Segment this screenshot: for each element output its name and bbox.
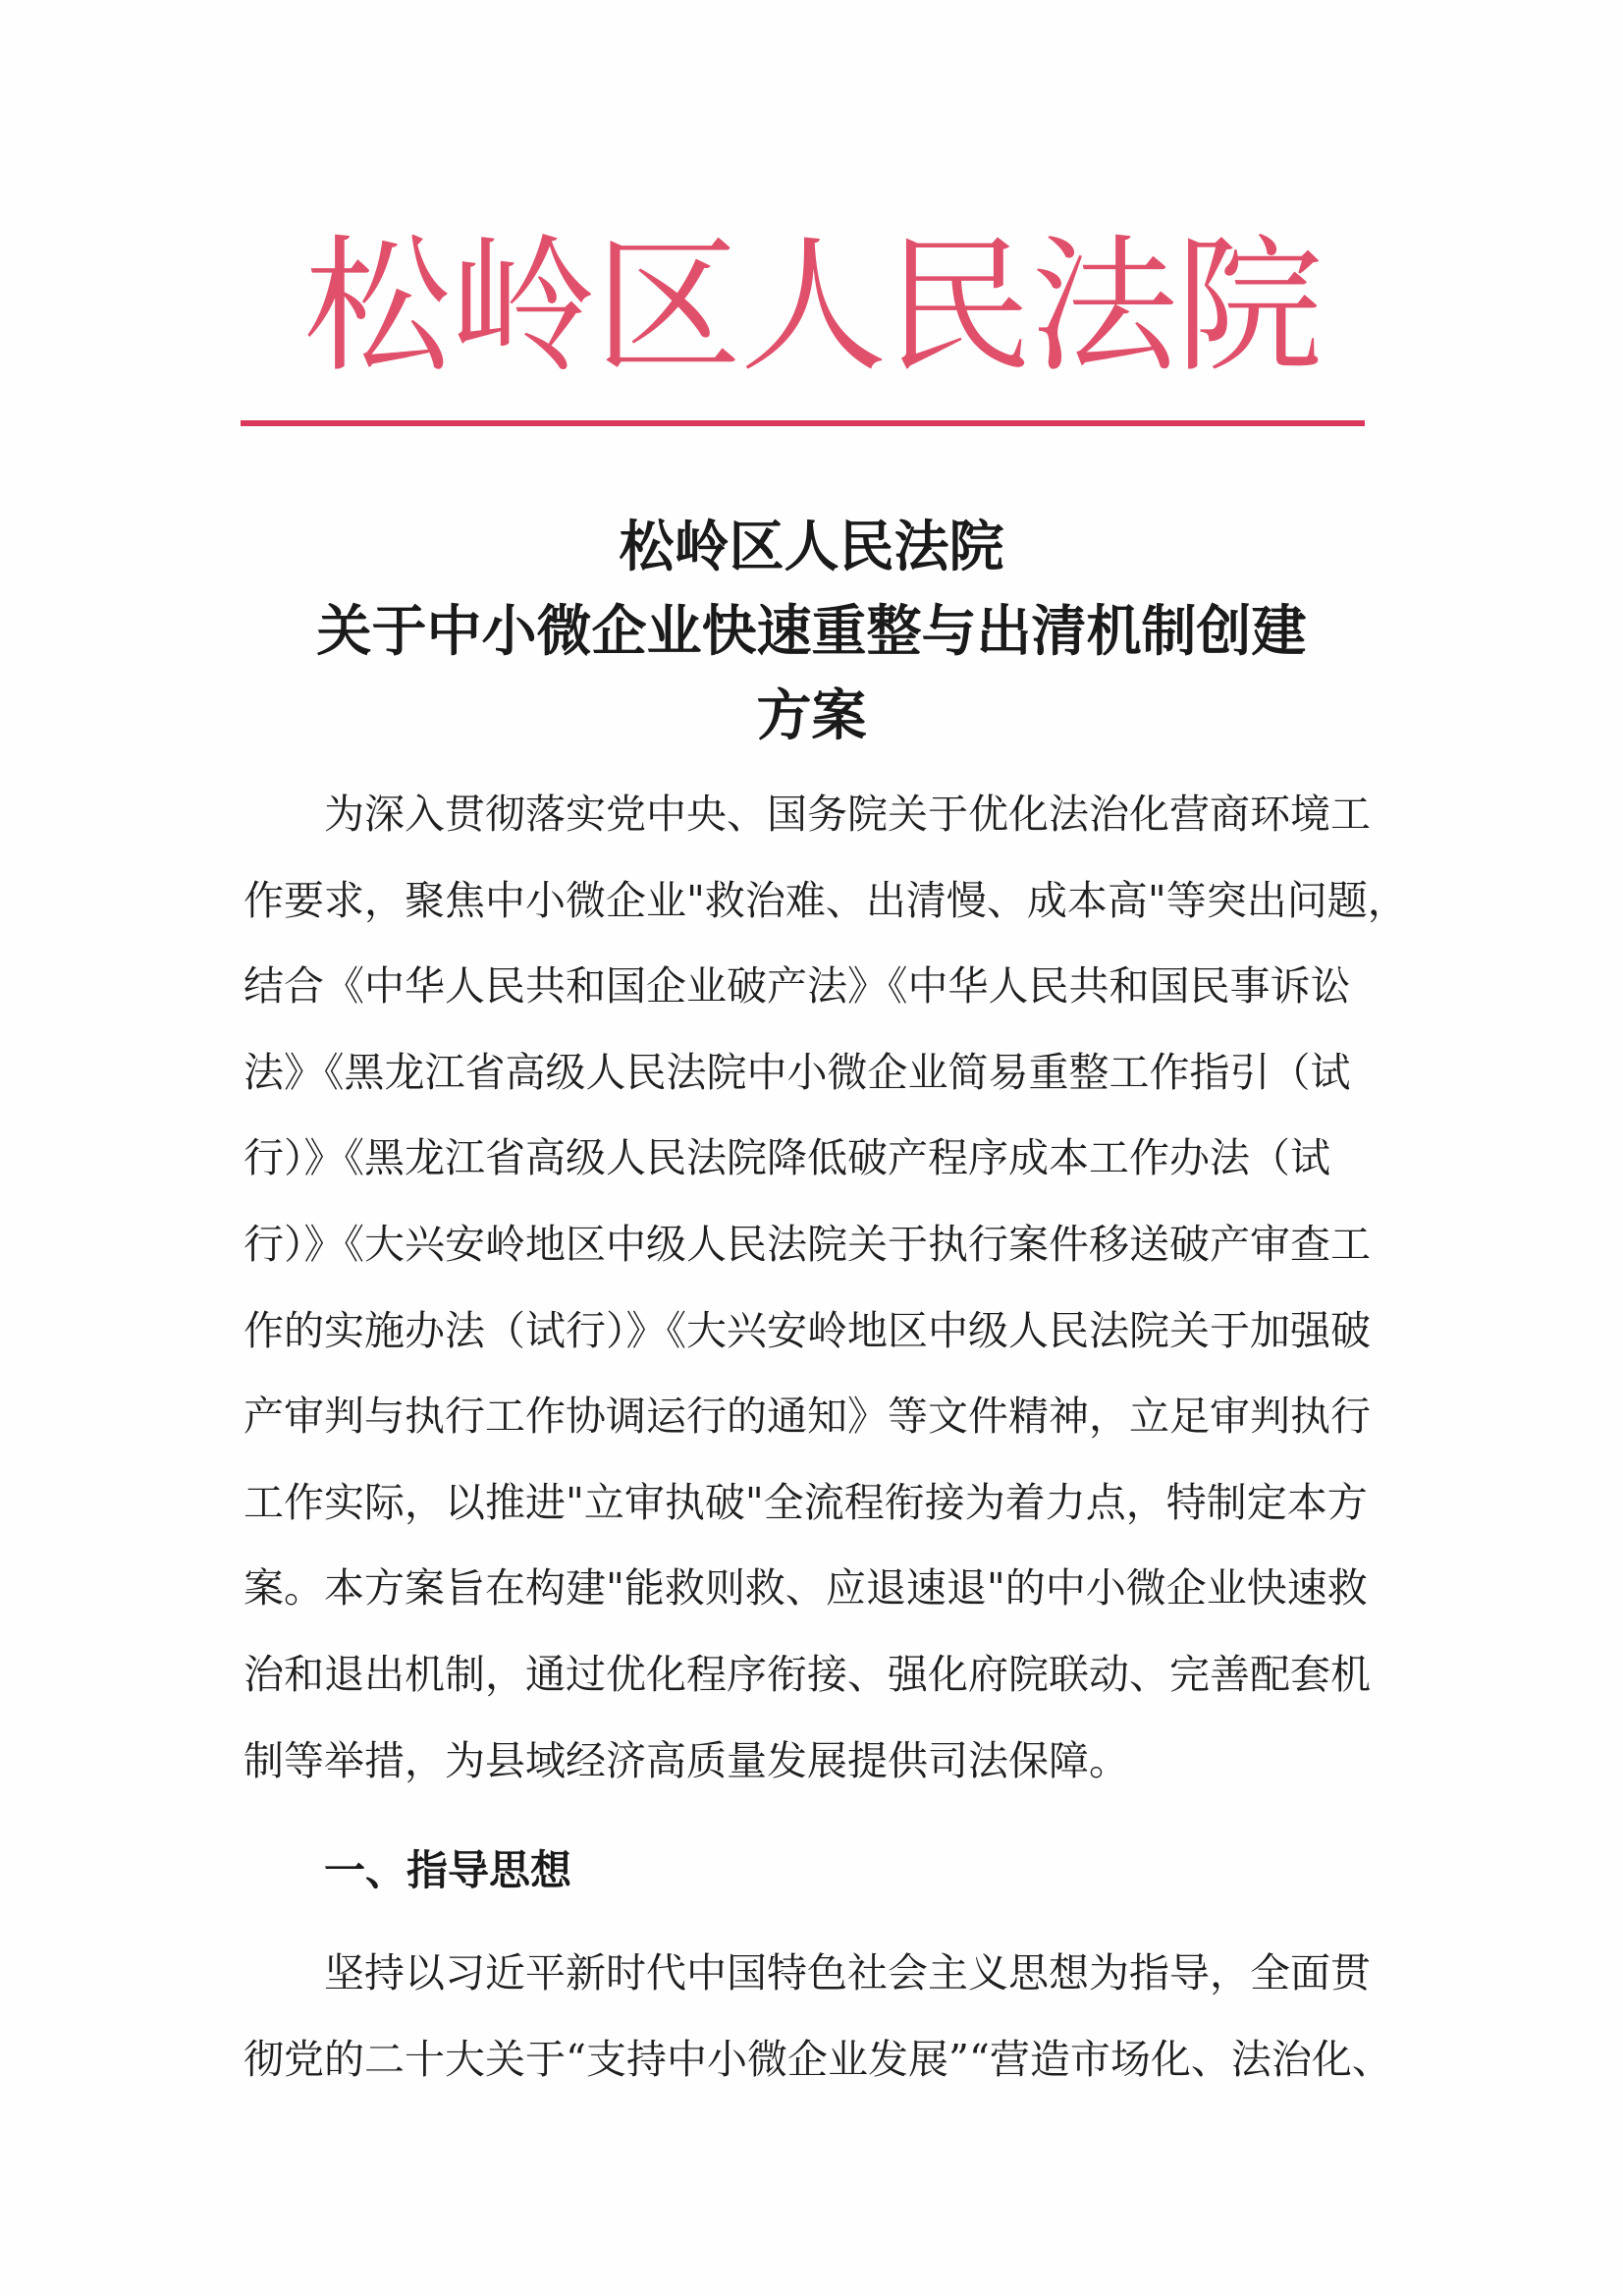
paragraph-line: 法》《黑龙江省高级人民法院中小微企业简易重整工作指引（试 bbox=[243, 1048, 1351, 1096]
paragraph-line: 治和退出机制，通过优化程序衔接、强化府院联动、完善配套机 bbox=[243, 1650, 1371, 1698]
paragraph-line: 工作实际，以推进"立审执破"全流程衔接为着力点，特制定本方 bbox=[243, 1478, 1368, 1526]
document-title-line-3: 方案 bbox=[756, 684, 867, 748]
paragraph-line: 结合《中华人民共和国企业破产法》《中华人民共和国民事诉讼 bbox=[243, 962, 1351, 1011]
masthead-red-rule bbox=[241, 420, 1365, 426]
document-title-line-1: 松岭区人民法院 bbox=[619, 516, 1004, 579]
document-title bbox=[196, 506, 1427, 759]
paragraph-line: 产审判与执行工作协调运行的通知》等文件精神，立足审判执行 bbox=[243, 1393, 1371, 1441]
section-heading-guiding-ideology: 一、指导思想 bbox=[324, 1846, 572, 1894]
paragraph-line: 行）》《黑龙江省高级人民法院降低破产程序成本工作办法（试 bbox=[243, 1134, 1330, 1182]
paragraph-line: 彻党的二十大关于“支持中小微企业发展”“营造市场化、法治化、 bbox=[243, 2035, 1392, 2083]
paragraph-line: 坚持以习近平新时代中国特色社会主义思想为指导，全面贯 bbox=[324, 1949, 1371, 1996]
masthead-title: 松岭区人民法院 bbox=[303, 222, 1322, 393]
section-1-paragraph bbox=[243, 1931, 1392, 2103]
paragraph-line: 作的实施办法（试行）》《大兴安岭地区中级人民法院关于加强破 bbox=[243, 1306, 1371, 1354]
document-title-line-2: 关于中小微企业快速重整与出清机制创建 bbox=[316, 600, 1307, 664]
intro-paragraph bbox=[243, 772, 1408, 1804]
paragraph-line: 行）》《大兴安岭地区中级人民法院关于执行案件移送破产审查工 bbox=[243, 1220, 1371, 1268]
paragraph-line: 作要求，聚焦中小微企业"救治难、出清慢、成本高"等突出问题， bbox=[243, 876, 1408, 924]
paragraph-line: 制等举措，为县域经济高质量发展提供司法保障。 bbox=[243, 1736, 1129, 1784]
paragraph-line: 案。本方案旨在构建"能救则救、应退速退"的中小微企业快速救 bbox=[243, 1564, 1368, 1613]
paragraph-line: 为深入贯彻落实党中央、国务院关于优化法治化营商环境工 bbox=[324, 791, 1371, 838]
